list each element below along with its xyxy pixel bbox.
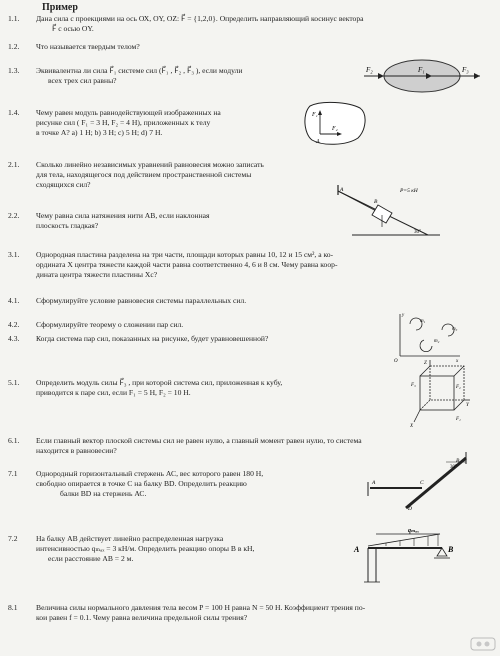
fig-label: P=5 кН — [400, 188, 418, 194]
question-text-line: Дана сила с проекциями на ось ОХ, ОY, OZ: F⃗ = {1,2,0}. Определить направляющий косинус вектора — [36, 14, 364, 23]
fig-label: D — [408, 506, 412, 512]
question-text-line: Определить модуль силы F⃗₃ , при которой система сил, приложенная к кубу, — [36, 378, 283, 387]
fig-label: B — [456, 458, 460, 464]
question-number: 8.1 — [8, 603, 18, 612]
fig-label: F₃ — [462, 66, 469, 74]
question-text-line: если расстояние АВ = 2 м. — [48, 554, 134, 563]
question-text-line: Сформулируйте теорему о сложении пар сил. — [36, 320, 184, 329]
fig-label: 30° — [450, 465, 457, 470]
question-number: 5.1. — [8, 378, 20, 387]
question-text-line: приводится к паре сил, если F₁ = 5 Н, F₂ = 10 Н. — [36, 388, 191, 397]
figure-body-forces — [302, 100, 370, 148]
page-title: Пример — [42, 2, 78, 13]
fig-label: F₁ — [418, 66, 425, 74]
fig-label: B — [374, 199, 378, 205]
fig-label: m₂ — [434, 339, 440, 344]
fig-label: A — [354, 545, 360, 554]
fig-label: C — [420, 480, 424, 486]
question-text-line: плоскость гладкая? — [36, 221, 99, 230]
question-text-line: кои равен f = 0.1. Чему равна величина предельной силы трения? — [36, 613, 248, 622]
fig-label: F₂ — [456, 385, 461, 390]
question-text-line: сходящихся сил? — [36, 180, 91, 189]
question-text-line: Эквивалентна ли сила F⃗₁ системе сил (F⃗₁ , F⃗₂ , F⃗₃ ), если модули — [36, 66, 243, 75]
question-text-line: интенсивностью qₘₐₓ = 3 кН/м. Определить реакцию опоры В в кН, — [36, 544, 255, 553]
question-number: 2.1. — [8, 160, 20, 169]
question-text-line: балки ВD на стержень АС. — [60, 489, 147, 498]
watermark-icon — [470, 637, 496, 651]
fig-label: F₂ — [332, 126, 338, 132]
question-number: 4.1. — [8, 296, 20, 305]
figure-cube-forces — [410, 360, 472, 428]
question-text-line: в точке А? а) 1 Н; b) 3 Н; с) 5 Н; d) 7 Н. — [36, 128, 163, 137]
question-text-line: рисунке сил ( F₁ = 3 Н, F₂ = 4 Н), приложенных к телу — [36, 118, 211, 127]
fig-label: qₘₐₓ — [408, 528, 420, 534]
question-text-line: для тела, находящегося под действием пространственной системы — [36, 170, 252, 179]
question-text-line: Сформулируйте условие равновесия системы параллельных сил. — [36, 296, 247, 305]
question-text-line: Когда система пар сил, показанных на рисунке, будет уравновешенной? — [36, 334, 269, 343]
fig-label: m₃ — [452, 327, 458, 332]
question-number: 7.1 — [8, 469, 18, 478]
figure-couple-moments — [394, 310, 464, 362]
fig-label: Y — [466, 403, 469, 408]
fig-label: F₁ — [312, 112, 318, 118]
question-number: 4.2. — [8, 320, 20, 329]
question-text-line: Если главный вектор плоской системы сил не равен нулю, а главный момент равен нулю, то система — [36, 436, 362, 445]
question-number: 1.1. — [8, 14, 20, 23]
question-text-line: Однородная пластина разделена на три части, площади которых равны 10, 12 и 15 см², а ко- — [36, 250, 334, 259]
question-number: 1.4. — [8, 108, 20, 117]
fig-label: y — [402, 313, 405, 318]
fig-label: m₁ — [420, 319, 426, 324]
question-number: 7.2 — [8, 534, 18, 543]
question-text-line: Что называется твердым телом? — [36, 42, 140, 51]
question-text-line: Однородный горизонтальный стержень АС, вес которого равен 180 Н, — [36, 469, 264, 478]
fig-label: X — [410, 424, 414, 428]
fig-label: Z — [424, 361, 427, 366]
question-text-line: Чему равен модуль равнодействующей изображенных на — [36, 108, 221, 117]
question-text-line: находится в равновесии? — [36, 446, 117, 455]
figure-rod-beam — [362, 450, 472, 512]
fig-label: x — [456, 359, 459, 362]
question-number: 1.2. — [8, 42, 20, 51]
question-text-line: дината центра тяжести пластины Xc? — [36, 270, 158, 279]
fig-label: B — [448, 545, 454, 554]
question-text-line: всех трех сил равны? — [48, 76, 117, 85]
question-text-line: Сколько линейно независимых уравнений равновесия можно записать — [36, 160, 264, 169]
question-text-line: свободно опирается в точке С на балку ВD. Определить реакцию — [36, 479, 247, 488]
question-text-line: Чему равна сила натяжения нити АВ, если наклонная — [36, 211, 210, 220]
question-number: 4.3. — [8, 334, 20, 343]
fig-label: A — [372, 480, 376, 486]
fig-label: O — [394, 359, 398, 362]
figure-distributed-load — [350, 522, 470, 586]
fig-label: 30° — [414, 230, 421, 235]
figure-inclined-plane — [332, 183, 444, 241]
question-text-line: F⃗ с осью ОY. — [52, 24, 94, 33]
question-text-line: Величина силы нормального давления тела весом P = 100 Н равна N = 50 Н. Коэффициент трения по- — [36, 603, 366, 612]
fig-label: F₃ — [411, 383, 416, 388]
question-text-line: ордината Х центра тяжести каждой части равна соответственно 4, 6 и 8 см. Чему равна коор- — [36, 260, 338, 269]
question-text-line: На балку АВ действует линейно распределенная нагрузка — [36, 534, 224, 543]
question-number: 2.2. — [8, 211, 20, 220]
figure-ellipse-forces — [360, 56, 485, 98]
fig-label: F₂ — [366, 66, 373, 74]
question-number: 3.1. — [8, 250, 20, 259]
fig-label: A — [340, 187, 344, 193]
question-number: 6.1. — [8, 436, 20, 445]
fig-label: A — [316, 139, 320, 145]
fig-label: F₁ — [456, 417, 461, 422]
question-number: 1.3. — [8, 66, 20, 75]
